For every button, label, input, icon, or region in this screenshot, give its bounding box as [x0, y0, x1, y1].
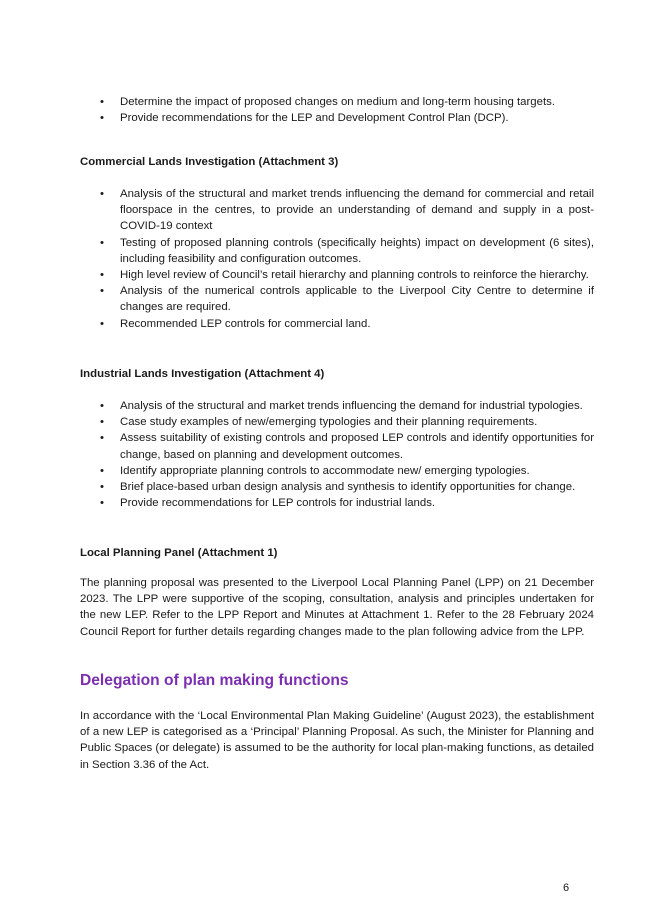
lpp-body — [80, 575, 594, 640]
list-item: • Determine the impact of proposed changes on medium and long-term housing targets. — [80, 94, 594, 110]
page-number: 6 — [563, 882, 570, 894]
lpp-section — [80, 545, 594, 561]
industrial-section — [80, 366, 594, 382]
list-item: • Analysis of the numerical controls applicable to the Liverpool City Centre to determine if changes are required. — [80, 283, 594, 315]
list-item: • Testing of proposed planning controls (specifically heights) impact on development (6 sites), including feasibility and configuration outcomes. — [80, 235, 594, 267]
industrial-bullet-list — [80, 398, 594, 511]
list-item: • Provide recommendations for LEP controls for industrial lands. — [80, 495, 594, 511]
list-item: • Assess suitability of existing controls and proposed LEP controls and identify opportunities for change, based on planning and development outcomes. — [80, 430, 594, 462]
industrial-heading: Industrial Lands Investigation (Attachment 4) — [80, 368, 325, 380]
list-item: • Brief place-based urban design analysis and synthesis to identify opportunities for change. — [80, 479, 594, 495]
commercial-bullet-list — [80, 186, 594, 332]
list-item: • Analysis of the structural and market trends influencing the demand for commercial and retail floorspace in the centres, to provide an understanding of demand and supply in a post-COVID-19 context — [80, 186, 594, 235]
lpp-paragraph: The planning proposal was presented to the Liverpool Local Planning Panel (LPP) on 21 December 2023. The LPP were supportive of the scoping, consultation, analysis and principles undertaken for the new LEP. Refer to the LPP Report and Minutes at Attachment 1. Refer to the 28 February 2024 Council Report for further details regarding changes made to the plan following advice from the LPP. — [80, 577, 594, 638]
list-item: • Provide recommendations for the LEP and Development Control Plan (DCP). — [80, 110, 594, 126]
commercial-section — [80, 154, 594, 170]
list-item: • High level review of Council’s retail hierarchy and planning controls to reinforce the hierarchy. — [80, 267, 594, 283]
list-item: • Identify appropriate planning controls to accommodate new/ emerging typologies. — [80, 463, 594, 479]
delegation-heading: Delegation of plan making functions — [80, 672, 349, 689]
top-bullet-list — [80, 94, 594, 126]
commercial-heading: Commercial Lands Investigation (Attachment 3) — [80, 156, 339, 168]
delegation-section — [80, 671, 594, 691]
delegation-paragraph: In accordance with the ‘Local Environmental Plan Making Guideline’ (August 2023), the establishment of a new LEP is categorised as a ‘Principal’ Planning Proposal. As such, the Minister for Planning and Public Spaces (or delegate) is assumed to be the authority for local plan-making functions, as detailed in Section 3.36 of the Act. — [80, 710, 594, 771]
list-item: • Recommended LEP controls for commercial land. — [80, 316, 594, 332]
list-item: • Case study examples of new/emerging typologies and their planning requirements. — [80, 414, 594, 430]
lpp-heading: Local Planning Panel (Attachment 1) — [80, 547, 278, 559]
delegation-body — [80, 708, 594, 773]
list-item: • Analysis of the structural and market trends influencing the demand for industrial typologies. — [80, 398, 594, 414]
